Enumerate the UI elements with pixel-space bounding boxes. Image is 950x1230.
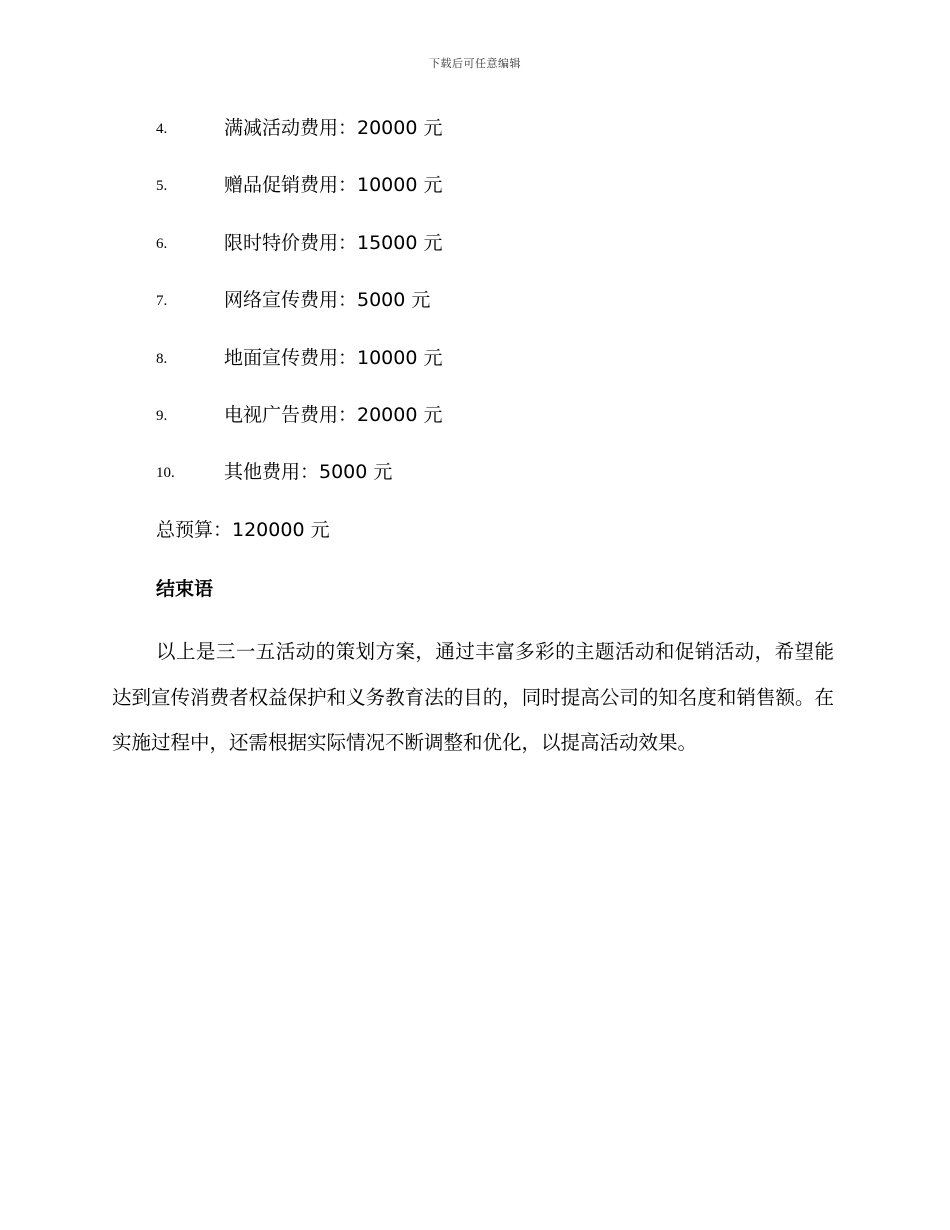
list-item-text: 其他费用：5000 元 [224, 461, 393, 484]
list-item-text: 限时特价费用：15000 元 [224, 231, 443, 254]
total-budget: 总预算：120000 元 [156, 519, 330, 541]
list-item-number: 4. [156, 121, 168, 137]
list-item-text: 地面宣传费用：10000 元 [224, 346, 443, 369]
conclusion-heading: 结束语 [156, 578, 214, 600]
list-item [156, 228, 442, 285]
list-item [156, 113, 442, 170]
list-item [156, 457, 442, 514]
list-item-number: 5. [156, 178, 168, 195]
list-item-text: 满减活动费用：20000 元 [224, 117, 443, 139]
list-item-number: 6. [156, 235, 168, 252]
list-item-number: 9. [156, 407, 168, 424]
list-item-text: 网络宣传费用：5000 元 [224, 289, 431, 312]
conclusion-paragraph: 以上是三一五活动的策划方案，通过丰富多彩的主题活动和促销活动，希望能达到宣传消费者权益保护和义务教育法的目的，同时提高公司的知名度和销售额。在实施过程中，还需根据实际情况不断调整和优化，以提高活动效果。 [112, 640, 834, 754]
list-item-text: 赠品促销费用：10000 元 [224, 174, 443, 197]
list-item-number: 7. [156, 293, 168, 310]
list-item [156, 343, 442, 400]
list-item-number: 8. [156, 350, 168, 367]
list-item [156, 400, 442, 457]
list-item-text: 电视广告费用：20000 元 [224, 403, 443, 426]
list-item [156, 285, 442, 342]
list-item [156, 170, 442, 227]
budget-list [156, 113, 442, 515]
list-item-number: 10. [156, 465, 175, 482]
page-header: 下载后可任意编辑 [429, 57, 521, 70]
